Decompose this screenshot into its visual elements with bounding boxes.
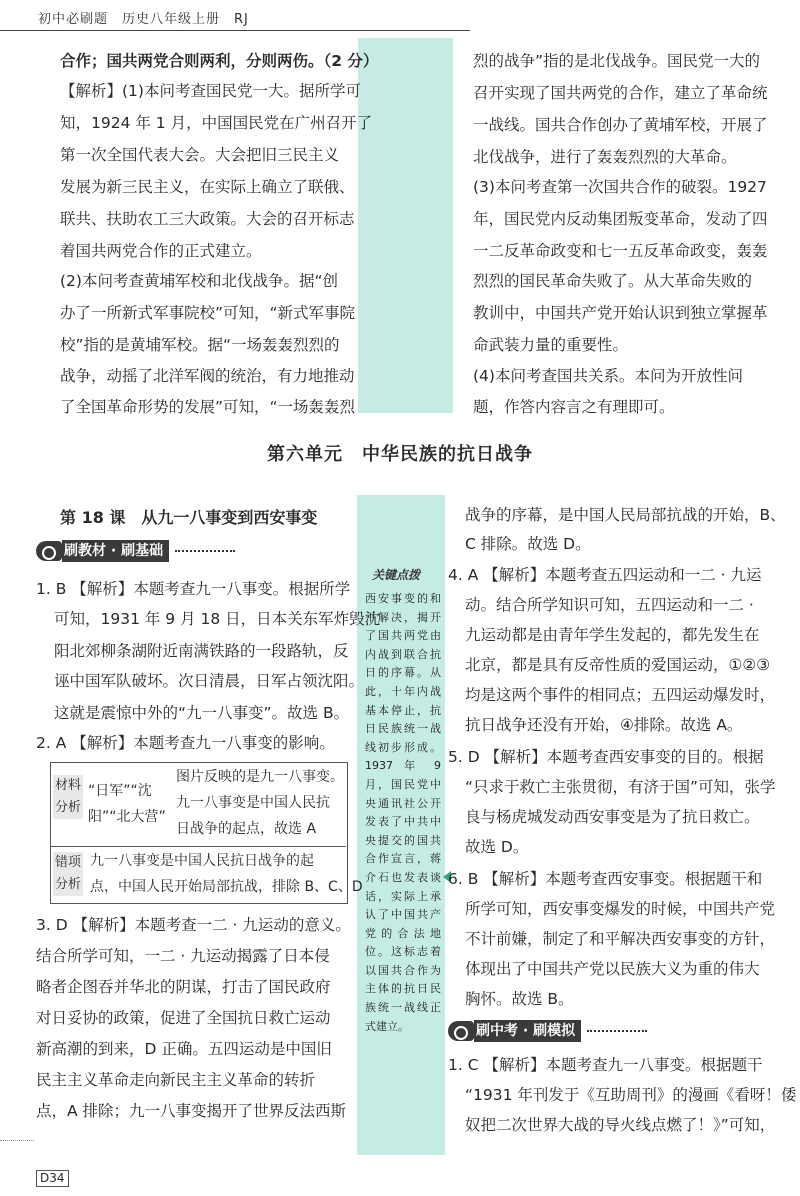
text-line: 教训中，中国共产党开始认识到独立掌握革 bbox=[473, 304, 768, 322]
text-line: 战争的序幕，是中国人民局部抗战的开始，B、 bbox=[465, 506, 786, 524]
key-point-text: 西安事变的和平解决，揭开了国共两党由内战到联合抗日的序幕。从此，十年内战基本停止，抗日民族统一战线初步形成。1937 年 9 月，国民党中央通讯社公开发表了中共中央提交的国共合作宣言，蒋介石也发表谈话，实际上承认了中国共产党的合法地位。这标志着以国共合作为主体的抗日民族统一战线正式建立。 bbox=[365, 592, 441, 1033]
dotted-divider bbox=[587, 1030, 647, 1032]
unit-title: 第六单元 中华民族的抗日战争 bbox=[267, 444, 533, 465]
text-line: 着国共两党合作的正式建立。 bbox=[60, 242, 262, 260]
text-line: 对日妥协的政策，促进了全国抗日救亡运动 bbox=[36, 1009, 331, 1027]
text-line: 3. D 【解析】本题考查一二 · 九运动的意义。 bbox=[36, 916, 351, 934]
text-line: 办了一所新式军事院校”可知，“新式军事院 bbox=[60, 304, 356, 322]
banner-label: 刷教材 · 刷基础 bbox=[62, 540, 169, 562]
text-line: 体现出了中国共产党以民族大义为重的伟大 bbox=[465, 960, 760, 978]
page-number: D34 bbox=[36, 1170, 69, 1187]
text-line: “1931 年刊发于《互助周刊》的漫画《看呀！倭 bbox=[465, 1086, 797, 1104]
text-line: 均是这两个事件的相同点；五四运动爆发时， bbox=[465, 686, 776, 704]
banner-label: 刷中考 · 刷模拟 bbox=[474, 1020, 581, 1042]
text-line: 题，作答内容言之有理即可。 bbox=[473, 398, 675, 416]
text-line: 胸怀。故选 B。 bbox=[465, 990, 574, 1008]
text-line: (2)本问考查黄埔军校和北伐战争。据“创 bbox=[60, 272, 338, 290]
table-cell: 九一八事变是中国人民抗 bbox=[176, 795, 330, 811]
text-line: 诬中国军队破坏。次日清晨，日军占领沈阳。 bbox=[54, 672, 365, 690]
dotted-divider bbox=[175, 550, 235, 552]
table-cell: 点，中国人民开始局部抗战，排除 B、C、D bbox=[90, 879, 363, 895]
corner-dotted-line bbox=[0, 1140, 34, 1142]
text-line: 战争，动摇了北洋军阀的统治，有力地推动 bbox=[60, 367, 355, 385]
text-line: 良与杨虎城发动西安事变是为了抗日救亡。 bbox=[465, 808, 760, 826]
brush-badge-icon bbox=[448, 1021, 474, 1041]
text-line: 2. A 【解析】本题考查九一八事变的影响。 bbox=[36, 734, 335, 752]
text-line: (4)本问考查国共关系。本问为开放性问 bbox=[473, 367, 743, 385]
text-line: 5. D 【解析】本题考查西安事变的目的。根据 bbox=[448, 748, 764, 766]
section-banner-basic bbox=[36, 540, 235, 562]
brush-badge-icon bbox=[36, 541, 62, 561]
text-line: 联共、扶助农工三大政策。大会的召开标志 bbox=[60, 210, 355, 228]
text-line: 动。结合所学知识可知，五四运动和一二 · bbox=[465, 596, 754, 614]
text-line: 这就是震惊中外的“九一八事变”。故选 B。 bbox=[54, 704, 350, 722]
text-line: 故选 D。 bbox=[465, 838, 529, 856]
text-line: “只求于救亡主张贯彻，有济于国”可知，张学 bbox=[465, 778, 776, 796]
page-header: 初中必刷题 历史八年级上册 RJ bbox=[38, 12, 249, 27]
text-line: 北伐战争，进行了轰轰烈烈的大革命。 bbox=[473, 148, 737, 166]
text-line: 不计前嫌，制定了和平解决西安事变的方针， bbox=[465, 930, 776, 948]
section-banner-exam bbox=[448, 1020, 647, 1042]
text-line: 略者企图吞并华北的阴谋，打击了国民政府 bbox=[36, 978, 331, 996]
table-tag-material: 材料分析 bbox=[53, 775, 83, 819]
text-line: 校”指的是黄埔军校。据“一场轰轰烈烈的 bbox=[60, 336, 340, 354]
text-line: (3)本问考查第一次国共合作的破裂。1927 bbox=[473, 178, 767, 196]
text-line: 了全国革命形势的发展”可知，“一场轰轰烈 bbox=[60, 398, 356, 416]
text-line: 阳北郊柳条湖附近南满铁路的一段路轨，反 bbox=[54, 642, 349, 660]
text-line: 所学可知，西安事变爆发的时候，中国共产党 bbox=[465, 900, 776, 918]
key-point-title: 关键点拨 bbox=[372, 568, 421, 582]
top-center-band bbox=[358, 38, 453, 413]
text-line: 新高潮的到来，D 正确。五四运动是中国旧 bbox=[36, 1040, 332, 1058]
text-line: 【解析】(1)本问考查国民党一大。据所学可 bbox=[60, 82, 361, 100]
text-line: 抗日战争还没有开始，④排除。故选 A。 bbox=[465, 716, 743, 734]
text-line: 民主主义革命走向新民主主义革命的转折 bbox=[36, 1071, 316, 1089]
text-line: 1. C 【解析】本题考查九一八事变。根据题干 bbox=[448, 1056, 763, 1074]
header-rule bbox=[0, 30, 470, 31]
text-line: 结合所学可知，一二 · 九运动揭露了日本侵 bbox=[36, 947, 330, 965]
text-line: C 排除。故选 D。 bbox=[465, 535, 591, 553]
text-line: 4. A 【解析】本题考查五四运动和一二 · 九运 bbox=[448, 566, 762, 584]
text-line: 召开实现了国共两党的合作，建立了革命统 bbox=[473, 84, 768, 102]
table-quote: “日军”“沈阳”“北大营” bbox=[88, 783, 166, 825]
answer-line: 合作；国共两党合则两利，分则两伤。（2 分） bbox=[60, 52, 379, 70]
text-line: 一二反革命政变和七一五反革命政变，轰轰 bbox=[473, 242, 768, 260]
text-line: 一战线。国共合作创办了黄埔军校，开展了 bbox=[473, 116, 768, 134]
table-cell: 图片反映的是九一八事变。 bbox=[176, 769, 344, 785]
text-line: 年，国民党内反动集团叛变革命，发动了四 bbox=[473, 210, 768, 228]
text-line: 北京，都是具有反帝性质的爱国运动，①②③ bbox=[465, 656, 771, 674]
text-line: 命武装力量的重要性。 bbox=[473, 336, 629, 354]
text-line: 发展为新三民主义，在实际上确立了联俄、 bbox=[60, 178, 355, 196]
text-line: 九运动都是由青年学生发起的，都先发生在 bbox=[465, 626, 760, 644]
table-cell: 九一八事变是中国人民抗日战争的起 bbox=[90, 853, 314, 869]
text-line: 知，1924 年 1 月，中国国民党在广州召开了 bbox=[60, 114, 373, 132]
table-cell: 日战争的起点，故选 A bbox=[176, 821, 317, 837]
text-line: 烈的战争”指的是北伐战争。国民党一大的 bbox=[473, 52, 761, 70]
lesson-title: 第 18 课 从九一八事变到西安事变 bbox=[60, 508, 318, 527]
table-divider bbox=[50, 846, 346, 847]
text-line: 烈烈的国民革命失败了。从大革命失败的 bbox=[473, 272, 753, 290]
text-line: 可知，1931 年 9 月 18 日，日本关东军炸毁沈 bbox=[54, 610, 381, 628]
text-line: 奴把二次世界大战的导火线点燃了！》”可知， bbox=[465, 1116, 776, 1134]
text-line: 6. B 【解析】本题考查西安事变。根据题干和 bbox=[448, 870, 763, 888]
table-tag-wrong: 错项分析 bbox=[53, 852, 83, 896]
text-line: 第一次全国代表大会。大会把旧三民主义 bbox=[60, 146, 340, 164]
text-line: 1. B 【解析】本题考查九一八事变。根据所学 bbox=[36, 580, 351, 598]
text-line: 点，A 排除；九一八事变揭开了世界反法西斯 bbox=[36, 1102, 347, 1120]
